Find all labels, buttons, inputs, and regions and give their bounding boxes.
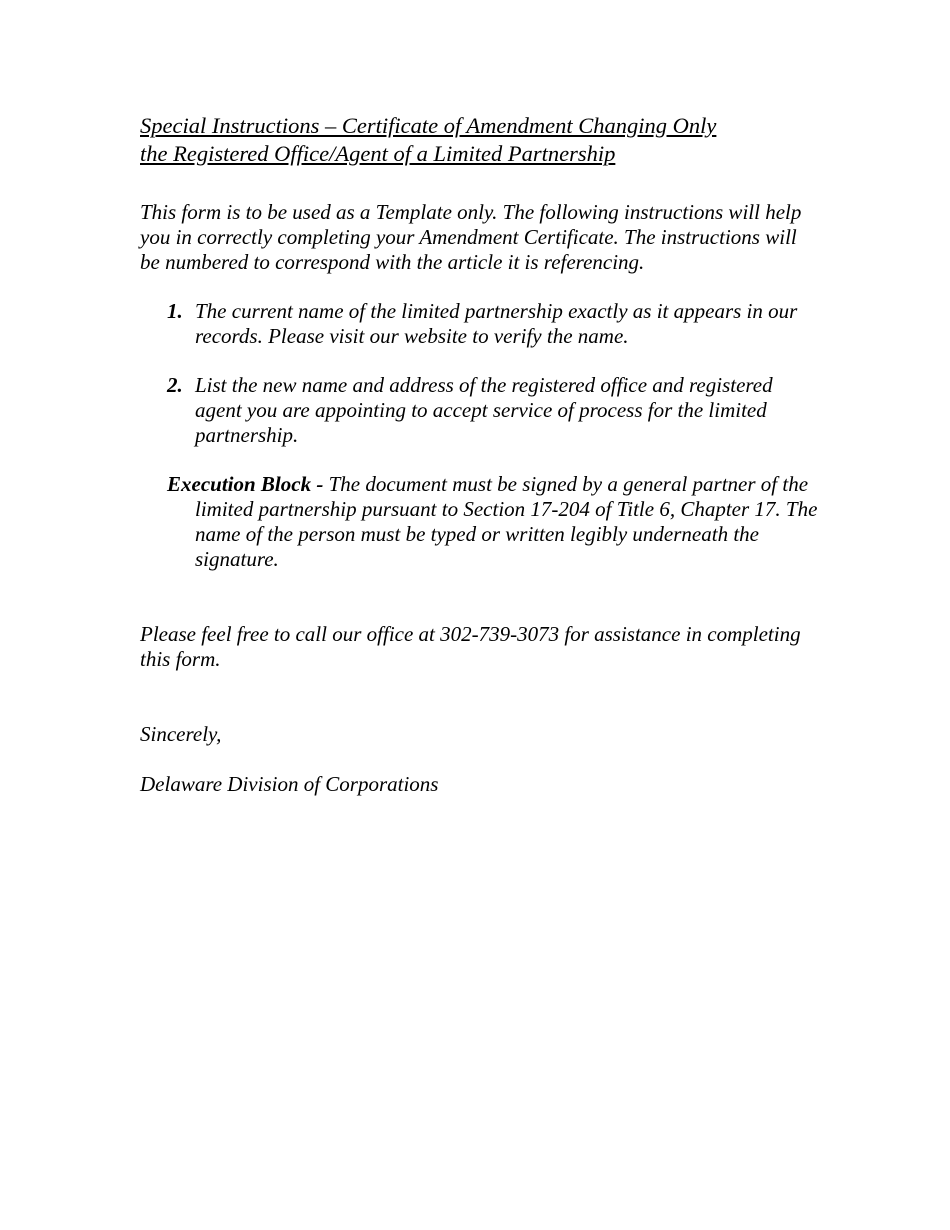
title-line-2: the Registered Office/Agent of a Limited Partnership (140, 141, 616, 166)
assistance-paragraph: Please feel free to call our office at 302-739-3073 for assistance in completing this form. (140, 622, 801, 671)
execution-block-text: The document must be signed by a general partner of the limited partnership pursuant to Section 17-204 of Title 6, Chapter 17. The name of the person must be typed or written legibly underneath the signature. (195, 472, 818, 571)
execution-block-label: Execution Block - (167, 472, 324, 496)
instruction-text-1: The current name of the limited partnership exactly as it appears in our records. Please visit our website to verify the name. (195, 299, 798, 348)
document-page (140, 112, 820, 797)
instruction-number-2: 2. (167, 373, 183, 397)
intro-paragraph: This form is to be used as a Template only. The following instructions will help you in correctly completing your Amendment Certificate. The instructions will be numbered to correspond with the article it is referencing. (140, 200, 802, 274)
execution-block (140, 472, 820, 572)
instruction-text-2: List the new name and address of the registered office and registered agent you are appointing to accept service of process for the limited partnership. (195, 373, 773, 447)
document-title (140, 112, 820, 168)
title-line-1: Special Instructions – Certificate of Amendment Changing Only (140, 113, 717, 138)
closing-salutation: Sincerely, (140, 722, 222, 746)
instruction-item-1 (140, 299, 820, 349)
signoff-organization: Delaware Division of Corporations (140, 772, 439, 796)
instruction-number-1: 1. (167, 299, 183, 323)
instruction-item-2 (140, 373, 820, 448)
